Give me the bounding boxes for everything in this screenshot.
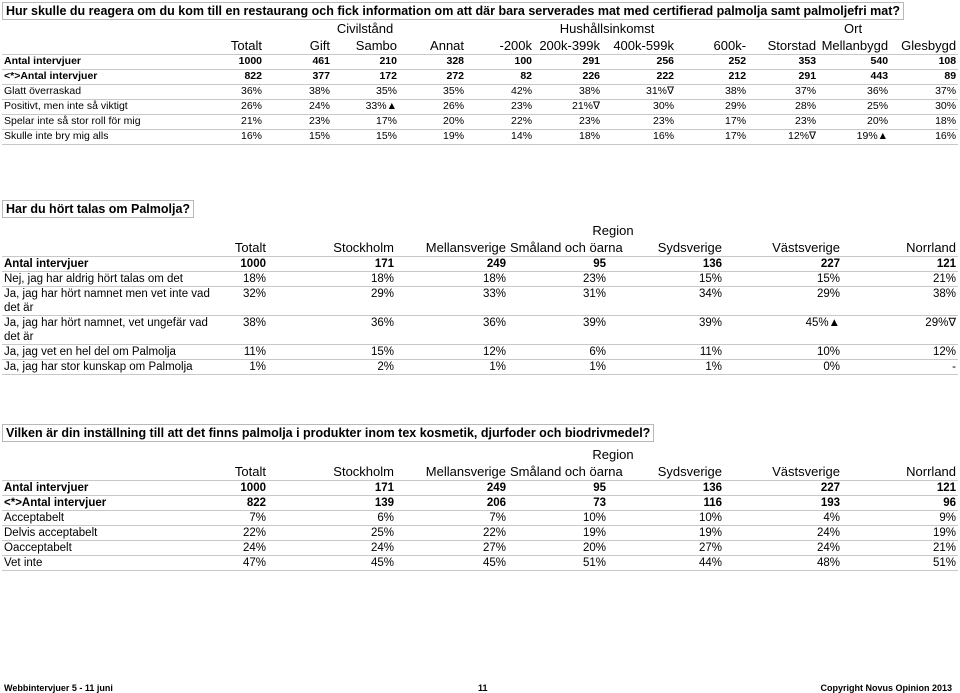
row-label: Glatt överraskad (2, 85, 202, 100)
table-cell: 48% (724, 556, 842, 571)
table-attitude-palmolja-products (2, 446, 958, 571)
table-row (2, 257, 958, 272)
table-cell: 116 (608, 496, 724, 511)
table-row (2, 316, 958, 345)
table-cell: 19%▲ (818, 130, 890, 145)
table-cell: 23% (602, 115, 676, 130)
table-cell: 23% (748, 115, 818, 130)
column-header: 600k- (676, 38, 748, 55)
table-cell: 1% (508, 360, 608, 375)
column-header: Västsverige (724, 464, 842, 481)
row-label: Nej, jag har aldrig hört talas om det (2, 272, 216, 287)
table-cell: 121 (842, 481, 958, 496)
table-cell: 256 (602, 55, 676, 70)
table-cell: 21% (842, 541, 958, 556)
table-cell: 19% (399, 130, 466, 145)
table-cell: 291 (534, 55, 602, 70)
table-cell: 16% (890, 130, 958, 145)
table-cell: 227 (724, 257, 842, 272)
column-header: 400k-599k (602, 38, 676, 55)
table-cell: 82 (466, 70, 534, 85)
table-cell: 210 (332, 55, 399, 70)
row-label: Antal intervjuer (2, 257, 216, 272)
table-cell: 1000 (216, 481, 268, 496)
table-cell: 22% (396, 526, 508, 541)
table-cell: 20% (508, 541, 608, 556)
table-cell: 25% (268, 526, 396, 541)
group-header: Civilstånd (336, 21, 394, 36)
table-cell: 171 (268, 481, 396, 496)
table-cell: 29% (724, 287, 842, 316)
table-cell: 45% (396, 556, 508, 571)
table-row (2, 345, 958, 360)
table-cell: 291 (748, 70, 818, 85)
column-header: Småland och öarna (510, 240, 623, 255)
table-cell: 30% (602, 100, 676, 115)
table-cell: 38% (676, 85, 748, 100)
table-cell: 36% (268, 316, 396, 345)
table-cell: 272 (399, 70, 466, 85)
column-header: Stockholm (268, 464, 396, 481)
table-cell: 45%▲ (724, 316, 842, 345)
question-2-title: Har du hört talas om Palmolja? (2, 200, 194, 218)
table-cell: 18% (534, 130, 602, 145)
table-cell: 26% (399, 100, 466, 115)
table-row (2, 481, 958, 496)
table-cell: 42% (466, 85, 534, 100)
column-header: Mellansverige (396, 240, 508, 257)
table-cell: 136 (608, 257, 724, 272)
table-cell: 4% (724, 511, 842, 526)
column-header: 200k-399k (534, 38, 602, 55)
table-cell: 252 (676, 55, 748, 70)
table-cell: 461 (264, 55, 332, 70)
table-cell: 1% (396, 360, 508, 375)
table-cell: 15% (268, 345, 396, 360)
column-header: Gift (264, 38, 332, 55)
group-header: Hushållsinkomst (559, 21, 655, 36)
table-cell: 15% (608, 272, 724, 287)
table-cell: 0% (724, 360, 842, 375)
table-cell: 15% (724, 272, 842, 287)
table-cell: 33%▲ (332, 100, 399, 115)
column-header: Sambo (332, 38, 399, 55)
table-cell: 29% (676, 100, 748, 115)
footer-right: Copyright Novus Opinion 2013 (820, 683, 952, 693)
table-cell: 139 (268, 496, 396, 511)
table-row (2, 85, 958, 100)
table-row (2, 130, 958, 145)
table-cell: 16% (602, 130, 676, 145)
footer-left: Webbintervjuer 5 - 11 juni (4, 683, 113, 693)
table-cell: 27% (396, 541, 508, 556)
table-cell: 45% (268, 556, 396, 571)
table-row (2, 556, 958, 571)
group-header: Ort (844, 21, 863, 36)
column-header: Annat (399, 38, 466, 55)
column-header: Mellanbygd (818, 38, 890, 55)
table-row (2, 55, 958, 70)
table-cell: 28% (748, 100, 818, 115)
table-cell: 32% (216, 287, 268, 316)
table-cell: 24% (264, 100, 332, 115)
table-cell: 108 (890, 55, 958, 70)
table-cell: 33% (396, 287, 508, 316)
table-row (2, 526, 958, 541)
table-cell: 121 (842, 257, 958, 272)
table-cell: 7% (216, 511, 268, 526)
group-header: Region (592, 447, 634, 462)
table-cell: 34% (608, 287, 724, 316)
table-cell: 1% (608, 360, 724, 375)
table-cell: 17% (676, 130, 748, 145)
table-row (2, 541, 958, 556)
table-cell: 24% (724, 526, 842, 541)
table-cell: 12% (842, 345, 958, 360)
table-cell: 38% (216, 316, 268, 345)
table-cell: 12%∇ (748, 130, 818, 145)
table-cell: 10% (508, 511, 608, 526)
question-3-title: Vilken är din inställning till att det finns palmolja i produkter inom tex kosmetik, djurfoder och biodrivmedel? (2, 424, 654, 442)
column-header: Storstad (748, 38, 818, 55)
table-cell: 2% (268, 360, 396, 375)
table-cell: 11% (608, 345, 724, 360)
table-cell: 18% (396, 272, 508, 287)
table-cell: 7% (396, 511, 508, 526)
table-cell: 222 (602, 70, 676, 85)
table-cell: 47% (216, 556, 268, 571)
table-cell: 19% (608, 526, 724, 541)
table-cell: 18% (890, 115, 958, 130)
table-cell: 1% (216, 360, 268, 375)
table-cell: 24% (724, 541, 842, 556)
table-cell: 9% (842, 511, 958, 526)
table-cell: 136 (608, 481, 724, 496)
table-cell: 29%∇ (842, 316, 958, 345)
row-label: Acceptabelt (2, 511, 216, 526)
table-row (2, 272, 958, 287)
table-cell: 226 (534, 70, 602, 85)
row-label: Ja, jag vet en hel del om Palmolja (2, 345, 216, 360)
table-cell: 22% (216, 526, 268, 541)
row-label: Positivt, men inte så viktigt (2, 100, 202, 115)
table-cell: 171 (268, 257, 396, 272)
table-cell: 36% (818, 85, 890, 100)
table-cell: 21% (842, 272, 958, 287)
table-cell: 38% (534, 85, 602, 100)
table-cell: 822 (202, 70, 264, 85)
table-cell: 328 (399, 55, 466, 70)
table-cell: 44% (608, 556, 724, 571)
table-cell: 353 (748, 55, 818, 70)
table-cell: 1000 (216, 257, 268, 272)
row-label: Ja, jag har hört namnet, vet ungefär vad det är (2, 316, 216, 345)
column-header: Norrland (842, 464, 958, 481)
row-label: <*>Antal intervjuer (2, 70, 202, 85)
table-cell: 6% (268, 511, 396, 526)
table-cell: 31%∇ (602, 85, 676, 100)
table-cell: 15% (264, 130, 332, 145)
table-cell: 206 (396, 496, 508, 511)
table-row (2, 287, 958, 316)
group-header: Region (592, 223, 634, 238)
table-cell: 24% (268, 541, 396, 556)
row-label: Spelar inte så stor roll för mig (2, 115, 202, 130)
table-cell: 21% (202, 115, 264, 130)
table-cell: 23% (264, 115, 332, 130)
table-cell: 23% (508, 272, 608, 287)
column-header: Småland och öarna (510, 464, 623, 479)
column-header: Totalt (216, 240, 268, 257)
table-cell: 15% (332, 130, 399, 145)
table-cell: 6% (508, 345, 608, 360)
column-header: Västsverige (724, 240, 842, 257)
table-row (2, 115, 958, 130)
table-cell: 39% (608, 316, 724, 345)
table-cell: 17% (676, 115, 748, 130)
table-cell: 1000 (202, 55, 264, 70)
table-cell: 39% (508, 316, 608, 345)
table-cell: 22% (466, 115, 534, 130)
table-cell: 21%∇ (534, 100, 602, 115)
table-cell: 89 (890, 70, 958, 85)
column-header: Totalt (202, 38, 264, 55)
table-cell: 26% (202, 100, 264, 115)
row-label: Antal intervjuer (2, 55, 202, 70)
table-row (2, 360, 958, 375)
column-header: Mellansverige (396, 464, 508, 481)
table-reaction-restaurant (2, 20, 958, 145)
table-row (2, 70, 958, 85)
table-row (2, 100, 958, 115)
table-cell: 11% (216, 345, 268, 360)
table-cell: 25% (818, 100, 890, 115)
table-cell: 19% (508, 526, 608, 541)
row-label: Antal intervjuer (2, 481, 216, 496)
row-label: Skulle inte bry mig alls (2, 130, 202, 145)
table-cell: 10% (608, 511, 724, 526)
column-header: Totalt (216, 464, 268, 481)
table-cell: 249 (396, 481, 508, 496)
table-cell: 227 (724, 481, 842, 496)
question-1-title: Hur skulle du reagera om du kom till en restaurang och fick information om att där bara serverades mat med certifierad palmolja samt palmoljefri mat? (2, 2, 904, 20)
table-cell: 35% (399, 85, 466, 100)
table-cell: 38% (842, 287, 958, 316)
table-cell: 37% (748, 85, 818, 100)
table-cell: 36% (202, 85, 264, 100)
table-cell: 95 (508, 481, 608, 496)
table-cell: 20% (399, 115, 466, 130)
row-label: Delvis acceptabelt (2, 526, 216, 541)
table-cell: 37% (890, 85, 958, 100)
column-header: -200k (466, 38, 534, 55)
table-cell: 96 (842, 496, 958, 511)
table-cell: 249 (396, 257, 508, 272)
column-header: Glesbygd (890, 38, 958, 55)
column-header: Sydsverige (608, 240, 724, 257)
table-cell: 16% (202, 130, 264, 145)
table-cell: 443 (818, 70, 890, 85)
table-cell: 18% (216, 272, 268, 287)
table-heard-of-palmolja (2, 222, 958, 375)
table-cell: 19% (842, 526, 958, 541)
table-row (2, 511, 958, 526)
table-cell: 23% (534, 115, 602, 130)
column-header: Sydsverige (608, 464, 724, 481)
row-label: Ja, jag har hört namnet men vet inte vad det är (2, 287, 216, 316)
table-cell: 12% (396, 345, 508, 360)
table-cell: 540 (818, 55, 890, 70)
table-cell: 30% (890, 100, 958, 115)
row-label: Vet inte (2, 556, 216, 571)
table-cell: 17% (332, 115, 399, 130)
table-cell: 212 (676, 70, 748, 85)
table-cell: 377 (264, 70, 332, 85)
table-cell: 29% (268, 287, 396, 316)
column-header: Norrland (842, 240, 958, 257)
table-cell: 23% (466, 100, 534, 115)
table-cell: 35% (332, 85, 399, 100)
table-cell: 38% (264, 85, 332, 100)
table-cell: 822 (216, 496, 268, 511)
table-cell: 73 (508, 496, 608, 511)
table-cell: 193 (724, 496, 842, 511)
table-cell: 31% (508, 287, 608, 316)
table-cell: 24% (216, 541, 268, 556)
row-label: Ja, jag har stor kunskap om Palmolja (2, 360, 216, 375)
row-label: <*>Antal intervjuer (2, 496, 216, 511)
table-cell: 27% (608, 541, 724, 556)
table-cell: 14% (466, 130, 534, 145)
table-cell: 20% (818, 115, 890, 130)
table-cell: 172 (332, 70, 399, 85)
table-cell: 18% (268, 272, 396, 287)
row-label: Oacceptabelt (2, 541, 216, 556)
table-cell: 100 (466, 55, 534, 70)
table-cell: 51% (842, 556, 958, 571)
table-cell: 10% (724, 345, 842, 360)
page-number: 11 (478, 683, 488, 693)
table-cell: 36% (396, 316, 508, 345)
table-cell: - (842, 360, 958, 375)
table-cell: 95 (508, 257, 608, 272)
table-cell: 51% (508, 556, 608, 571)
column-header: Stockholm (268, 240, 396, 257)
table-row (2, 496, 958, 511)
